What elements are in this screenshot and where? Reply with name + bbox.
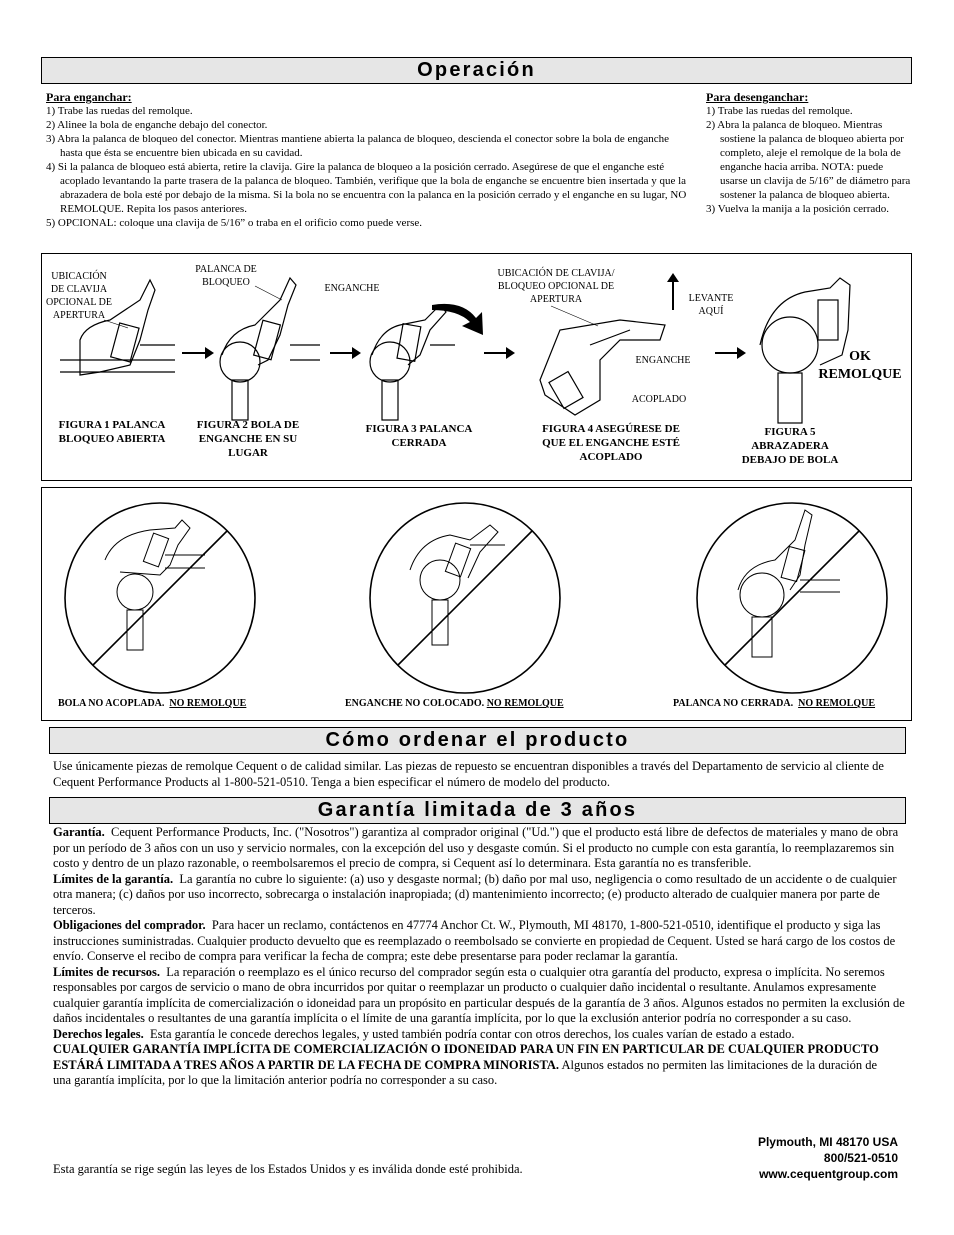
label-enganche: ENGANCHE [324, 283, 380, 294]
hitch-step: 5) OPCIONAL: coloque una clavija de 5/16” o traba en el orificio como puede verse. [46, 217, 423, 229]
no-tow-text: NO REMOLQUE [798, 698, 876, 709]
section-head: Derechos legales. [53, 1026, 144, 1041]
warning-text: BOLA NO ACOPLADA. [58, 698, 165, 709]
label-enganche-2: ENGANCHE [635, 355, 691, 366]
label-ubicacion-2: UBICACIÓN DE CLAVIJA/ BLOQUEO OPCIONAL DE APERTURA [497, 268, 615, 305]
hitch-step: 3) Abra la palanca de bloqueo del conector. Mientras mantiene abierta la palanca de bloqueo, descienda el conector sobre la bola de enganche hasta que ésta se encuentre bien ubicada en su cavidad. [46, 133, 670, 159]
warranty-section [53, 1027, 905, 1043]
caption-figure-2: FIGURA 2 BOLA DE ENGANCHE EN SU LUGAR [196, 419, 300, 459]
warranty-closing: Esta garantía se rige según las leyes de los Estados Unidos y es inválida donde esté prohibida. [53, 1162, 523, 1176]
order-header [49, 727, 906, 754]
caption-figure-5: FIGURA 5 ABRAZADERA DEBAJO DE BOLA [741, 426, 839, 466]
warranty-header [49, 797, 906, 824]
no-tow-text: NO REMOLQUE [169, 698, 247, 709]
hitch-step: 4) Si la palanca de bloqueo está abierta, retire la clavija. Gire la palanca de bloqueo a la posición cerrado. Asegúrese de que el enganche esté acoplado levantando la parte trasera de la palanca de bloqueo. También, verifique que la bola de enganche se encuentre bien insertada y que la abrazadera de bola esté por debajo de la misma. Si la bola no se encuentra con la palanca en la posición cerrado y el enganche en su lugar, NO REMOLQUE. Repita los pasos anteriores. [46, 161, 687, 215]
warranty-section [53, 872, 905, 919]
label-ubicacion: UBICACIÓN DE CLAVIJA OPCIONAL DE APERTURA [45, 271, 112, 321]
caption-figure-1: FIGURA 1 PALANCA BLOQUEO ABIERTA [58, 419, 166, 445]
caption-figure-3: FIGURA 3 PALANCA CERRADA [365, 423, 473, 449]
section-head: Obligaciones del comprador. [53, 918, 206, 932]
order-title: Cómo ordenar el producto [325, 729, 630, 751]
label-levante: LEVANTE AQUÍ [688, 293, 734, 317]
section-text: Cequent Performance Products, Inc. ("Nosotros") garantiza al comprador original ("Ud.") que el producto está libre de defectos de materiales y mano de obra por un período de 3 años con un uso y servicio normales, con la excepción del uso y desgaste común. Si el producto no cumple con esta garantía, lo reemplazaremos sin costo y dentro de un plazo razonable, o reembolsaremos el precio de compra, si Cequent así lo determinara. Esta garantía no es transferible. [53, 825, 899, 870]
section-text: La reparación o reemplazo es el único recurso del comprador según esta o cualquier otra garantía del producto, expresa o implícita. No seremos responsables por cargos de servicio o mano de obra incurridos por quitar o reemplazar un producto o cualquier daño incidental o resultante. Anulamos expresamente cualquier garantía implícita de comercialización o idoneidad para un propósito en particular después de la garantía de 3 años. Algunos estados no permiten la exclusión de daños incidentales o resultantes de una garantía implícita o el límite de una garantía implícita, por lo que la exclusión anterior podría no corresponder a su caso. [53, 964, 905, 1025]
no-tow-text: NO REMOLQUE [486, 698, 564, 709]
warning-caption [345, 698, 564, 709]
contact-city: Plymouth, MI 48170 USA [757, 1135, 898, 1149]
warranty-section [53, 918, 905, 965]
hitch-title: Para enganchar: [46, 90, 132, 104]
unhitch-step: 3) Vuelva la manija a la posición cerrado. [706, 203, 890, 215]
implied-rest: Algunos estados no permiten las limitaciones de la duración de una garantía implícita, por lo que la limitación anterior podría no corresponder a su caso. [53, 1057, 878, 1087]
contact-block [700, 1134, 898, 1182]
implied-warranty [53, 1042, 893, 1089]
label-palanca: PALANCA DE BLOQUEO [195, 264, 257, 288]
warning-text: PALANCA NO CERRADA. [673, 698, 794, 709]
label-acoplado: ACOPLADO [631, 394, 687, 405]
warranty-section [53, 825, 905, 872]
warranty-title: Garantía limitada de 3 años [317, 799, 638, 821]
section-text: Esta garantía le concede derechos legales, y usted también podría contar con otros derechos, los cuales varían de estado a estado. [149, 1026, 795, 1041]
section-head: Garantía. [53, 825, 105, 839]
prohibit-icon [65, 503, 255, 693]
label-ok-tow: OK REMOLQUE [818, 349, 902, 382]
prohibit-icon [697, 503, 887, 693]
unhitch-title: Para desenganchar: [706, 90, 809, 104]
section-text: Para hacer un reclamo, contáctenos en 47774 Anchor Ct. W., Plymouth, MI 48170, 1-800-521-0510, identifique el producto y siga las instrucciones suministradas. Cualquier producto devuelto que es reemplazado o reembolsado se convierte en propiedad de Cequent. Usted se hará cargo de los costos de envío. Conserve el recibo de compra para verificar la fecha de compra; este debe presentarse para poder reclamar la garantía. [53, 918, 896, 963]
section-text: La garantía no cubre lo siguiente: (a) uso y desgaste normal; (b) daño por mal uso, negligencia o como resultado de un accidente o de cualquier otra manera; (c) daños por uso incorrecto, sobrecarga o instalación inapropiada; (d) mantenimiento incorrecto; (e) producto alterado de cualquier manera por parte de terceros. [53, 871, 897, 917]
prohibit-icon [370, 503, 560, 693]
caption-figure-4: FIGURA 4 ASEGÚRESE DE QUE EL ENGANCHE ESTÉ ACOPLADO [542, 423, 680, 463]
section-head: Límites de la garantía. [53, 871, 174, 886]
contact-phone: 800/521-0510 [823, 1151, 898, 1165]
warning-caption [673, 698, 875, 709]
implied-bold: CUALQUIER GARANTÍA IMPLÍCITA DE COMERCIALIZACIÓN O IDONEIDAD PARA UN FIN EN PARTICULAR DE CUALQUIER PRODUCTO ESTÁRÁ LIMITADA A TRES AÑOS A PARTIR DE LA FECHA DE COMPRA MINORISTA. [53, 1042, 879, 1072]
hitch-step: 2) Alinee la bola de enganche debajo del conector. [46, 119, 268, 131]
contact-web: www.cequentgroup.com [759, 1167, 898, 1181]
unhitch-step: 2) Abra la palanca de bloqueo. Mientras sostiene la palanca de bloqueo abierta por completo, aleje el remolque de la bola de enganche hacia arriba. NOTA: puede usarse un clavija de 5/16” de diámetro para sostener la palanca de bloqueo abierta. [706, 119, 911, 201]
hitch-step: 1) Trabe las ruedas del remolque. [46, 105, 193, 117]
warranty-body [53, 825, 905, 1089]
warning-text: ENGANCHE NO COLOCADO. [345, 698, 485, 709]
section-head: Límites de recursos. [53, 964, 161, 979]
operation-title: Operación [417, 59, 536, 81]
order-text: Use únicamente piezas de remolque Cequent o de calidad similar. Las piezas de repuesto se encuentran disponibles a través del Departamento de servicio al cliente de Cequent Performance Products al 1-800-521-0510. Tenga a bien especificar el número de modelo del producto. [53, 759, 884, 789]
warning-caption [58, 698, 246, 709]
warranty-section [53, 965, 905, 1027]
unhitch-step: 1) Trabe las ruedas del remolque. [706, 105, 853, 117]
